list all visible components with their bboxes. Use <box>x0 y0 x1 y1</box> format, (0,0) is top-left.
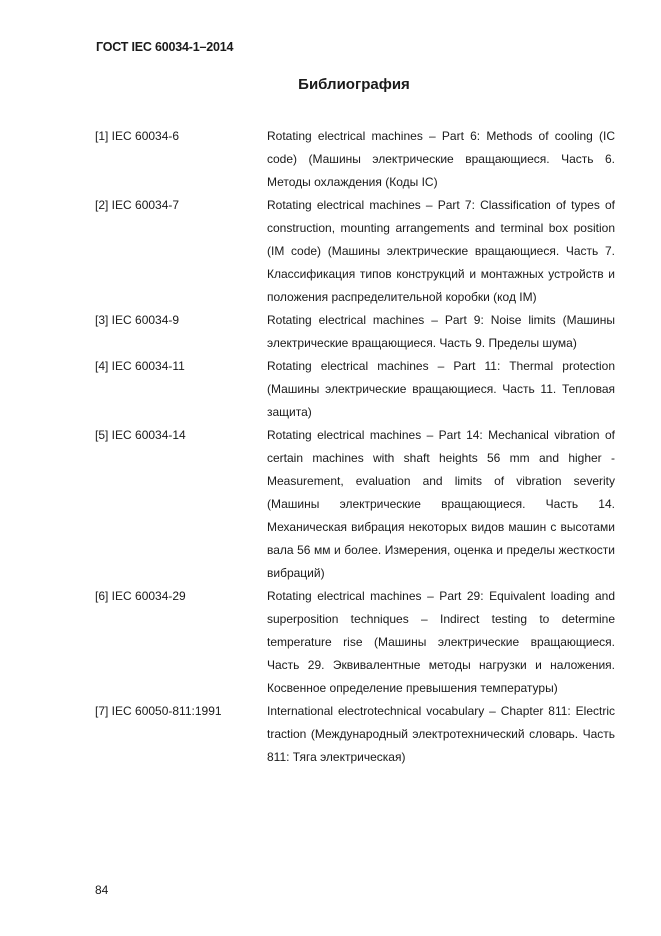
entry-reference: [5] IEC 60034-14 <box>95 428 186 442</box>
bibliography-entry <box>95 125 615 194</box>
entry-description: International electrotechnical vocabulary – Chapter 811: Electric traction (Международный электротехнический словарь. Часть 811: Тяга электрическая) <box>267 704 615 764</box>
bibliography-list <box>95 125 615 769</box>
entry-description: Rotating electrical machines – Part 9: Noise limits (Машины электрические вращающиеся. Часть 9. Пределы шума) <box>267 313 615 350</box>
bibliography-entry <box>95 585 615 700</box>
entry-reference: [7] IEC 60050-811:1991 <box>95 704 222 718</box>
bibliography-entry <box>95 309 615 355</box>
entry-description: Rotating electrical machines – Part 6: Methods of cooling (IC code) (Машины электрические вращающиеся. Часть 6. Методы охлаждения (Коды IC) <box>267 129 615 189</box>
entry-reference: [4] IEC 60034-11 <box>95 359 185 373</box>
entry-description: Rotating electrical machines – Part 11: Thermal protection (Машины электрические вращающиеся. Часть 11. Тепловая защита) <box>267 359 615 419</box>
entry-reference: [3] IEC 60034-9 <box>95 313 180 327</box>
page-number: 84 <box>95 883 109 897</box>
bibliography-entry <box>95 424 615 585</box>
entry-reference: [1] IEC 60034-6 <box>95 129 180 143</box>
entry-description: Rotating electrical machines – Part 29: Equivalent loading and superposition techniques – Indirect testing to determine temperature rise (Машины электрические вращающиеся. Часть 29. Эквивалентные методы нагрузки и наложения. Косвенное определение превышения температуры) <box>267 589 615 695</box>
entry-description: Rotating electrical machines – Part 7: Classification of types of construction, mounting arrangements and terminal box position (IM code) (Машины электрические вращающиеся. Часть 7. Классификация типов конструкций и монтажных устройств и положения распределительной коробки (код IM) <box>267 198 615 304</box>
entry-reference: [6] IEC 60034-29 <box>95 589 186 603</box>
bibliography-entry <box>95 194 615 309</box>
document-code: ГОСТ IEC 60034-1–2014 <box>96 40 234 54</box>
bibliography-entry <box>95 355 615 424</box>
bibliography-title: Библиография <box>298 76 410 93</box>
entry-reference: [2] IEC 60034-7 <box>95 198 180 212</box>
bibliography-entry <box>95 700 615 769</box>
entry-description: Rotating electrical machines – Part 14: Mechanical vibration of certain machines with shaft heights 56 mm and higher - Measurement, evaluation and limits of vibration severity (Машины электрические вращающиеся. Часть 14. Механическая вибрация некоторых видов машин с высотами вала 56 мм и более. Измерения, оценка и пределы жесткости вибраций) <box>267 428 615 580</box>
